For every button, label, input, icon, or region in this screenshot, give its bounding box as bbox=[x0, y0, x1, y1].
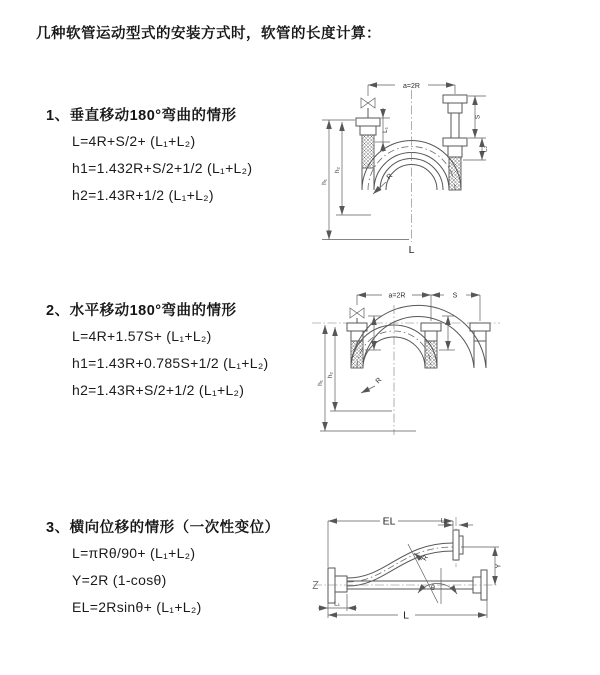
formula-line: h2=1.43R+1/2 (L₁+L₂) bbox=[72, 187, 214, 203]
section-2-heading: 2、水平移动180°弯曲的情形 bbox=[46, 303, 237, 319]
section-2 bbox=[46, 303, 269, 404]
label-l2: L₂ bbox=[440, 517, 448, 525]
dim-a-2r bbox=[357, 293, 431, 300]
valve-icon bbox=[350, 308, 364, 323]
label-s: S bbox=[452, 292, 458, 300]
page-title: 几种软管运动型式的安装方式时，软管的长度计算： bbox=[36, 26, 381, 42]
section-1-heading: 1、垂直移动180°弯曲的情形 bbox=[46, 108, 237, 124]
left-fitting bbox=[328, 568, 347, 603]
dim-s bbox=[431, 293, 480, 300]
label-r: R bbox=[385, 172, 395, 182]
section-3 bbox=[46, 520, 280, 621]
formula-line: L=πRθ/90+ (L₁+L₂) bbox=[72, 545, 196, 561]
dim-l bbox=[328, 600, 487, 622]
label-a2r: a=2R bbox=[388, 292, 406, 300]
dim-l1 bbox=[318, 594, 357, 611]
formula-line: EL=2Rsinθ+ (L₁+L₂) bbox=[72, 599, 202, 615]
label-l1: L₁ bbox=[334, 600, 340, 608]
label-el: EL bbox=[382, 515, 396, 528]
valve-icon bbox=[361, 98, 375, 118]
label-h2: h₂ bbox=[334, 166, 341, 174]
diagram-horizontal-180-bend bbox=[308, 283, 508, 443]
label-h1: h₁ bbox=[321, 179, 328, 185]
dim-l2 bbox=[438, 518, 473, 526]
formula-line: L=4R+1.57S+ (L₁+L₂) bbox=[72, 328, 212, 344]
diagram-lateral-displacement bbox=[303, 510, 508, 635]
formula-line: L=4R+S/2+ (L₁+L₂) bbox=[72, 133, 196, 149]
diagram-vertical-180-bend bbox=[305, 70, 505, 266]
label-y: Y bbox=[495, 563, 503, 569]
label-r: R bbox=[374, 376, 384, 386]
label-length-l: L bbox=[403, 609, 409, 622]
upper-flange bbox=[453, 530, 463, 560]
radius-pointer bbox=[361, 377, 383, 393]
dim-l1 bbox=[375, 108, 390, 152]
formula-line: h1=1.432R+S/2+1/2 (L₁+L₂) bbox=[72, 160, 253, 176]
label-s: S bbox=[474, 114, 482, 120]
label-a2r: a=2R bbox=[403, 82, 420, 90]
hose-arcs bbox=[362, 141, 461, 191]
label-h1: h₁ bbox=[317, 380, 324, 386]
label-r: R bbox=[421, 554, 430, 563]
s-curve-hose bbox=[347, 543, 453, 586]
formula-line: h2=1.43R+S/2+1/2 (L₁+L₂) bbox=[72, 382, 245, 398]
section-1 bbox=[46, 108, 252, 209]
formula-line: h1=1.43R+0.785S+1/2 (L₁+L₂) bbox=[72, 355, 269, 371]
formula-line: Y=2R (1-cosθ) bbox=[72, 572, 167, 588]
dim-el bbox=[328, 516, 453, 568]
label-l1: L₁ bbox=[382, 127, 389, 133]
left-fitting bbox=[356, 118, 380, 168]
dim-s bbox=[468, 96, 486, 138]
label-l2: L₂ bbox=[481, 145, 489, 153]
label-h2: h₂ bbox=[327, 371, 334, 379]
label-length-l: L bbox=[408, 244, 415, 256]
section-3-heading: 3、横向位移的情形（一次性变位） bbox=[46, 520, 280, 536]
braided-hose-left bbox=[362, 135, 374, 168]
hose-arcs bbox=[351, 305, 486, 368]
label-theta: θ bbox=[431, 585, 435, 592]
